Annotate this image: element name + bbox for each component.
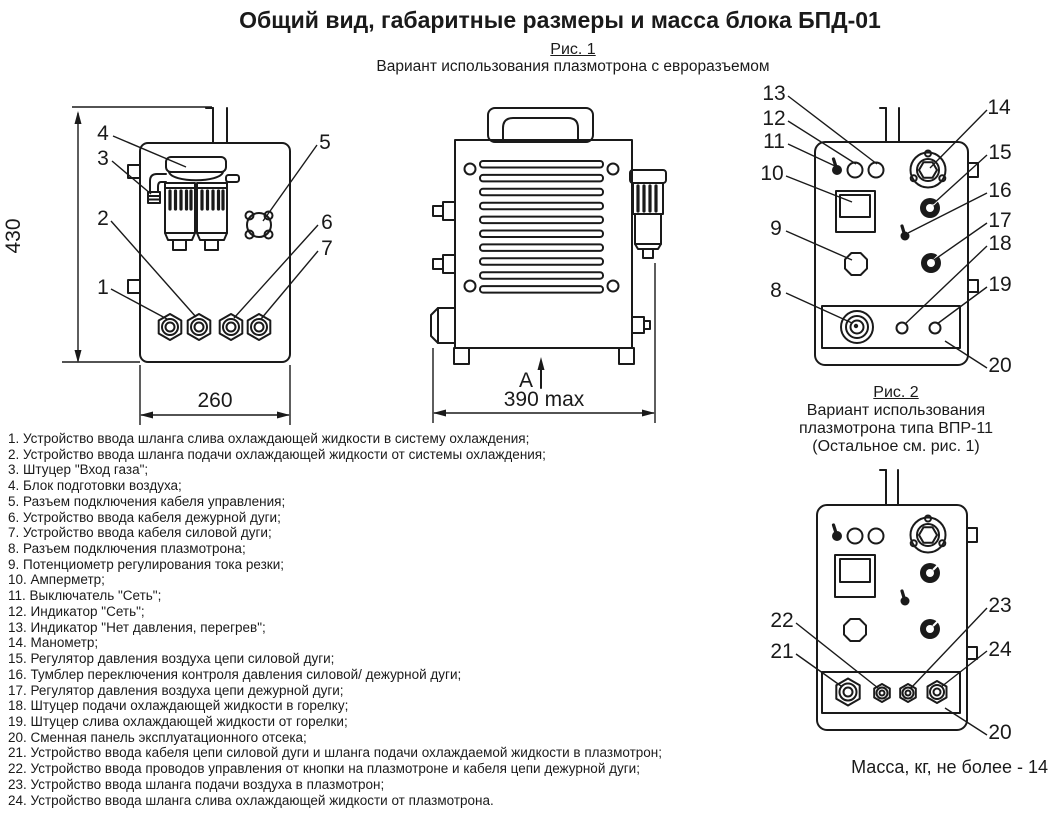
coolant-return-fitting-icon	[930, 323, 941, 334]
mains-switch-icon	[832, 525, 842, 541]
legend-item: 3. Штуцер "Вход газа";	[8, 462, 149, 478]
pressure-indicator-icon	[869, 529, 884, 544]
front-view-callouts	[97, 122, 333, 319]
legend-item: 16. Тумблер переключения контроля давления силовой/ дежурной дуги;	[8, 666, 462, 682]
callout-14: 14	[987, 96, 1011, 119]
fig2-panel	[770, 470, 1012, 744]
filter-bowl-left	[165, 183, 195, 250]
callout-11: 11	[763, 130, 785, 153]
mains-indicator-icon	[848, 163, 863, 178]
filter-bowl-right	[197, 183, 227, 250]
mains-indicator-icon	[848, 529, 863, 544]
legend-item: 21. Устройство ввода кабеля цепи силовой дуги и шланга подачи охлаждаемой жидкости в плазмотрон;	[8, 745, 662, 761]
legend-item: 7. Устройство ввода кабеля силовой дуги;	[8, 525, 272, 541]
front-view-drawing	[0, 95, 345, 430]
fig2-subcaption-line2: плазмотрона типа ВПР-11	[799, 420, 993, 437]
callout-1: 1	[97, 276, 109, 299]
legend-item: 14. Манометр;	[8, 635, 99, 651]
section-view-label	[519, 357, 545, 392]
carry-handle	[488, 108, 593, 142]
fig1-caption: Рис. 1	[550, 41, 596, 58]
hex-fitting-4	[248, 314, 271, 340]
air-regulator-pilot-icon	[921, 253, 941, 273]
legend-item: 20. Сменная панель эксплуатационного отсека;	[8, 729, 307, 745]
hex-fitting-23	[900, 684, 916, 702]
callout-18: 18	[988, 232, 1012, 255]
callout-5: 5	[319, 131, 331, 154]
callout-10: 10	[760, 162, 784, 185]
legend-item: 1. Устройство ввода шланга слива охлаждающей жидкости в систему охлаждения;	[8, 431, 530, 446]
hex-fitting-21	[836, 679, 859, 706]
fig1-subcaption: Вариант использования плазмотрона с евроразъемом	[376, 58, 770, 75]
side-view-drawing	[370, 95, 685, 425]
fig2-caption-block	[740, 384, 1052, 456]
mains-switch-icon	[832, 159, 842, 175]
manometer-icon	[911, 516, 946, 553]
callout-9: 9	[770, 217, 782, 240]
page-title: Общий вид, габаритные размеры и масса блока БПД-01	[239, 7, 881, 33]
legend-item: 18. Штуцер подачи охлаждающей жидкости в горелку;	[8, 698, 349, 714]
pressure-indicator-icon	[869, 163, 884, 178]
legend-item: 11. Выключатель "Сеть";	[8, 588, 162, 604]
vent-louvers	[480, 161, 603, 293]
callout-13: 13	[762, 82, 786, 105]
air-regulator-pilot-icon	[920, 619, 940, 639]
pressure-select-toggle-icon	[901, 591, 910, 606]
callout-20: 20	[988, 354, 1012, 377]
hex-fitting-2	[188, 314, 211, 340]
callout-21: 21	[770, 640, 794, 663]
air-preparation-unit	[148, 157, 239, 250]
ammeter-icon	[835, 555, 875, 597]
legend-item: 23. Устройство ввода шланга подачи воздуха в плазмотрон;	[8, 776, 385, 792]
callout-15: 15	[988, 141, 1012, 164]
dim-430-label: 430	[2, 218, 25, 254]
dim-260-label: 260	[197, 389, 233, 412]
control-cable-connector-icon	[246, 212, 273, 239]
callout-2: 2	[97, 207, 109, 230]
enclosure-side	[454, 140, 634, 364]
legend-item: 9. Потенциометр регулирования тока резки;	[8, 556, 285, 572]
legend-item: 22. Устройство ввода проводов управления от кнопки на плазмотроне и кабеля цепи дежурной дуги;	[8, 761, 640, 777]
legend-item: 5. Разъем подключения кабеля управления;	[8, 493, 286, 509]
callout-19: 19	[988, 273, 1012, 296]
callout-8: 8	[770, 279, 782, 302]
legend-item: 6. Устройство ввода кабеля дежурной дуги;	[8, 509, 281, 525]
fig1-panel	[760, 82, 1011, 377]
legend-item: 4. Блок подготовки воздуха;	[8, 478, 182, 494]
legend-item: 10. Амперметр;	[8, 572, 105, 588]
fig2-caption: Рис. 2	[873, 384, 919, 401]
callout-24: 24	[988, 638, 1012, 661]
callout-6: 6	[321, 211, 333, 234]
legend-item: 2. Устройство ввода шланга подачи охлаждающей жидкости от системы охлаждения;	[8, 446, 546, 462]
callout-16: 16	[988, 179, 1012, 202]
callout-22: 22	[770, 609, 794, 632]
callout-7: 7	[321, 237, 333, 260]
callout-23: 23	[988, 594, 1012, 617]
legend-item: 24. Устройство ввода шланга слива охлаждающей жидкости от плазмотрона.	[8, 792, 494, 808]
torch-connector-icon	[841, 311, 873, 343]
manometer-icon	[911, 151, 946, 188]
callout-17: 17	[988, 209, 1012, 232]
legend-list	[8, 431, 748, 808]
legend-item: 12. Индикатор "Сеть";	[8, 603, 145, 619]
callout-4: 4	[97, 122, 109, 145]
callout-12: 12	[762, 107, 786, 130]
service-panel	[822, 306, 960, 348]
callout-20b: 20	[988, 721, 1012, 744]
hex-fitting-1	[159, 314, 182, 340]
ammeter-icon	[836, 191, 875, 232]
fig2-subcaption-line3: (Остальное см. рис. 1)	[812, 438, 980, 455]
legend-item: 8. Разъем подключения плазмотрона;	[8, 541, 246, 557]
current-potentiometer-icon	[845, 253, 867, 275]
bottom-hex-fittings	[159, 314, 271, 340]
air-regulator-power-icon	[920, 563, 940, 583]
fig2-callouts	[770, 594, 1012, 744]
service-panel-vpr11	[822, 672, 960, 713]
mass-note: Масса, кг, не более - 14	[851, 757, 1048, 777]
legend-item: 15. Регулятор давления воздуха цепи силовой дуги;	[8, 651, 335, 667]
current-potentiometer-icon	[844, 619, 866, 641]
dimension-width	[140, 365, 290, 425]
hex-fitting-3	[220, 314, 243, 340]
side-filter-unit	[630, 170, 666, 258]
legend-item: 19. Штуцер слива охлаждающей жидкости от горелки;	[8, 713, 348, 729]
dim-390-label: 390 max	[503, 388, 585, 411]
callout-3: 3	[97, 147, 109, 170]
section-a-label: A	[518, 369, 534, 392]
legend-item: 13. Индикатор "Нет давления, перегрев";	[8, 619, 266, 635]
legend-item: 17. Регулятор давления воздуха цепи дежурной дуги;	[8, 682, 344, 698]
fig2-subcaption-line1: Вариант использования	[806, 402, 986, 419]
